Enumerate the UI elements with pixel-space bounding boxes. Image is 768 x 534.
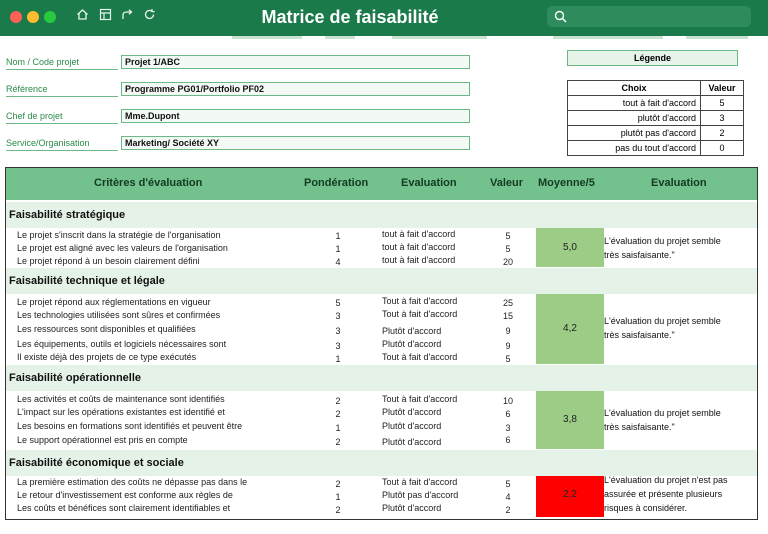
weight[interactable]: 2 — [335, 396, 341, 406]
evaluation-select[interactable]: Tout à fait d'accord — [382, 296, 458, 306]
weight[interactable]: 1 — [335, 492, 341, 502]
conclusion-text — [604, 314, 754, 342]
weight[interactable]: 2 — [335, 437, 341, 447]
value: 4 — [505, 492, 511, 502]
minimize-window-dot[interactable] — [27, 11, 39, 23]
section-header — [6, 365, 757, 391]
conclusion-line: assurée et présente plusieurs — [604, 489, 723, 499]
criterion: Le projet répond à un besoin clairement défini — [17, 256, 200, 266]
evaluation-select[interactable]: Tout à fait d'accord — [382, 477, 458, 487]
value-header: Valeur — [490, 177, 524, 189]
conclusion-line: très saisfaisante." — [604, 422, 675, 432]
evaluation-select[interactable]: tout à fait d'accord — [382, 242, 456, 252]
legend-row — [568, 111, 744, 126]
criterion: Les activités et coûts de maintenance sont identifiés — [17, 394, 225, 404]
refresh-icon[interactable] — [143, 8, 156, 26]
conclusion-text — [604, 406, 754, 434]
weight[interactable]: 2 — [335, 479, 341, 489]
conclusion-header: Evaluation — [651, 177, 707, 189]
weight[interactable]: 4 — [335, 257, 341, 267]
reference-label: Référence — [6, 83, 118, 97]
title-bar-strip — [553, 36, 663, 39]
search-icon — [554, 10, 567, 23]
evaluation-select[interactable]: Plutôt d'accord — [382, 339, 442, 349]
criterion: Le retour d'investissement est conforme aux règles de — [17, 490, 233, 500]
value: 6 — [505, 435, 511, 445]
criterion: Les équipements, outils et logiciels nécessaires sont — [17, 339, 227, 349]
project-lead-label: Chef de projet — [6, 110, 118, 124]
evaluation-select[interactable]: Plutôt pas d'accord — [382, 490, 459, 500]
conclusion-line: très saisfaisante." — [604, 330, 675, 340]
legend-choice: tout à fait d'accord — [568, 96, 701, 111]
title-bar-strip — [232, 36, 302, 39]
evaluation-select[interactable]: Tout à fait d'accord — [382, 394, 458, 404]
evaluation-select[interactable]: tout à fait d'accord — [382, 229, 456, 239]
conclusion-text — [604, 234, 754, 262]
value: 5 — [505, 244, 511, 254]
criterion: L'impact sur les opérations existantes est identifié et — [17, 407, 225, 417]
evaluation-header: Evaluation — [401, 177, 457, 189]
conclusion-line: L'évaluation du projet semble — [604, 316, 721, 326]
criterion: La première estimation des coûts ne dépasse pas dans le — [17, 477, 248, 487]
legend-value: 5 — [701, 96, 744, 111]
project-lead-field[interactable]: Mme.Dupont — [121, 109, 470, 123]
evaluation-select[interactable]: Tout à fait d'accord — [382, 352, 458, 362]
conclusion-text — [604, 473, 754, 515]
value: 6 — [505, 409, 511, 419]
legend-choice: plutôt d'accord — [568, 111, 701, 126]
evaluation-select[interactable]: Plutôt d'accord — [382, 407, 442, 417]
value: 3 — [505, 423, 511, 433]
evaluation-select[interactable]: tout à fait d'accord — [382, 255, 456, 265]
weight[interactable]: 3 — [335, 311, 341, 321]
value: 20 — [502, 257, 513, 267]
evaluation-select[interactable]: Plutôt d'accord — [382, 503, 442, 513]
project-name-label: Nom / Code projet — [6, 56, 118, 70]
legend-value: 0 — [701, 141, 744, 156]
project-name-field[interactable]: Projet 1/ABC — [121, 55, 470, 69]
value: 2 — [505, 505, 511, 515]
conclusion-line: très saisfaisante." — [604, 250, 675, 260]
value: 5 — [505, 231, 511, 241]
legend-row — [568, 126, 744, 141]
legend-choice: pas du tout d'accord — [568, 141, 701, 156]
table-header — [6, 168, 757, 200]
section-header — [6, 268, 757, 294]
weight[interactable]: 1 — [335, 354, 341, 364]
legend-table — [567, 80, 744, 156]
value: 5 — [505, 354, 511, 364]
legend-choice-header: Choix — [568, 81, 701, 96]
service-field[interactable]: Marketing/ Société XY — [121, 136, 470, 150]
conclusion-line: L'évaluation du projet semble — [604, 236, 721, 246]
app-title: Matrice de faisabilité — [261, 7, 439, 27]
service-label: Service/Organisation — [6, 137, 118, 151]
criterion: Le projet s'inscrit dans la stratégie de l'organisation — [17, 230, 221, 240]
criterion: Le projet est aligné avec les valeurs de l'organisation — [17, 243, 228, 253]
average-value: 2,2 — [563, 489, 577, 500]
legend-choice: plutôt pas d'accord — [568, 126, 701, 141]
criterion: Le support opérationnel est pris en compte — [17, 435, 188, 445]
evaluation-select[interactable]: Plutôt d'accord — [382, 437, 442, 447]
weight[interactable]: 2 — [335, 409, 341, 419]
legend-header-row — [568, 81, 744, 96]
conclusion-line: L'évaluation du projet n'est pas — [604, 475, 728, 485]
value: 25 — [502, 298, 513, 308]
criterion: Les ressources sont disponibles et qualifiées — [17, 324, 196, 334]
evaluation-select[interactable]: Plutôt d'accord — [382, 421, 442, 431]
average-value: 3,8 — [563, 414, 577, 425]
title-bar-strip — [686, 36, 748, 39]
criteria-header: Critères d'évaluation — [94, 177, 203, 189]
search-input[interactable] — [547, 6, 751, 27]
layout-icon[interactable] — [99, 8, 112, 26]
evaluation-select[interactable]: Tout à fait d'accord — [382, 309, 458, 319]
criterion: Les besoins en formations sont identifiés et peuvent être — [17, 421, 243, 431]
criterion: Le projet répond aux réglementations en vigueur — [17, 297, 211, 307]
weight[interactable]: 1 — [335, 244, 341, 254]
value: 9 — [505, 326, 511, 336]
title-bar — [0, 0, 768, 36]
legend-value-header: Valeur — [701, 81, 744, 96]
average-value: 5,0 — [563, 242, 577, 253]
legend-title: Légende — [567, 50, 738, 66]
legend-value: 2 — [701, 126, 744, 141]
weight-header: Pondération — [304, 177, 369, 189]
value: 9 — [505, 341, 511, 351]
share-icon[interactable] — [121, 8, 134, 26]
legend-value: 3 — [701, 111, 744, 126]
conclusion-line: risques à considérer. — [604, 503, 688, 513]
weight[interactable]: 5 — [335, 298, 341, 308]
section-title: Faisabilité technique et légale — [9, 275, 165, 287]
evaluation-table — [5, 167, 758, 520]
weight[interactable]: 3 — [335, 341, 341, 351]
criterion: Les coûts et bénéfices sont clairement identifiables et — [17, 503, 231, 513]
legend-row — [568, 96, 744, 111]
evaluation-select[interactable]: Plutôt d'accord — [382, 326, 442, 336]
value: 10 — [502, 396, 513, 406]
section-title: Faisabilité opérationnelle — [9, 372, 142, 384]
weight[interactable]: 1 — [335, 423, 341, 433]
section-title: Faisabilité économique et sociale — [9, 457, 184, 469]
criterion: Il existe déjà des projets de ce type exécutés — [17, 352, 197, 362]
reference-field[interactable]: Programme PG01/Portfolio PF02 — [121, 82, 470, 96]
weight[interactable]: 2 — [335, 505, 341, 515]
weight[interactable]: 3 — [335, 326, 341, 336]
value: 15 — [502, 311, 513, 321]
criterion: Les technologies utilisées sont sûres et confirmées — [17, 310, 221, 320]
section-title: Faisabilité stratégique — [9, 209, 126, 221]
home-icon[interactable] — [76, 8, 89, 26]
average-value: 4,2 — [563, 323, 577, 334]
title-bar-strip — [325, 36, 355, 39]
section-header — [6, 202, 757, 228]
close-window-dot[interactable] — [10, 11, 22, 23]
legend-row — [568, 141, 744, 156]
average-header: Moyenne/5 — [538, 177, 595, 189]
title-bar-strip — [392, 36, 487, 39]
conclusion-line: L'évaluation du projet semble — [604, 408, 721, 418]
weight[interactable]: 1 — [335, 231, 341, 241]
value: 5 — [505, 479, 511, 489]
maximize-window-dot[interactable] — [44, 11, 56, 23]
